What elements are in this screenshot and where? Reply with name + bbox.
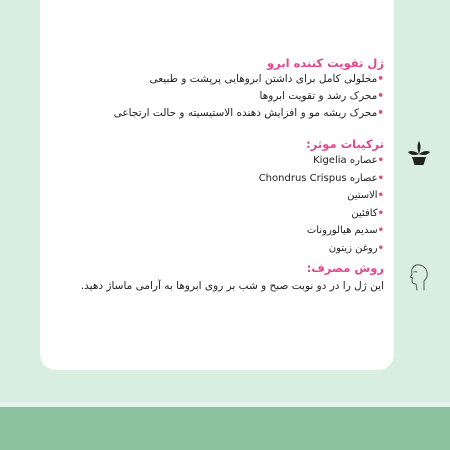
list-item: •محلولی کامل برای داشتن ابروهایی پرپشت و طبیعی (149, 73, 384, 85)
list-item: •کافئین (351, 207, 384, 219)
usage-section (81, 260, 384, 294)
list-item: •روغن زیتون (328, 242, 384, 254)
gel-title: ژل تقویت کننده ابرو (267, 56, 384, 70)
list-item: •محرک رشد و تقویت ابروها (259, 90, 384, 102)
face-profile-icon (408, 264, 432, 292)
list-item: •الاستین (347, 190, 384, 201)
ingredients-list (259, 152, 384, 257)
usage-text: این ژل را در دو نوبت صبح و شب بر روی ابروها به آرامی ماساژ دهید. (80, 280, 384, 292)
gel-benefits-list (114, 71, 384, 122)
plant-pot-icon (407, 140, 431, 166)
gel-section (114, 55, 384, 122)
list-item: •محرک ریشه مو و افزایش دهنده الاستیسیته و حالت ارتجاعی (113, 107, 384, 119)
usage-title: روش مصرف: (306, 261, 384, 275)
list-item: •سدیم هیالورونات (306, 225, 384, 236)
ingredients-section (259, 136, 384, 257)
ingredients-title: ترکیبات موثر: (306, 137, 384, 151)
footer-band (0, 407, 450, 450)
list-item: •عصاره Kigelia (313, 155, 384, 166)
list-item: •عصاره Chondrus Crispus (258, 172, 384, 184)
